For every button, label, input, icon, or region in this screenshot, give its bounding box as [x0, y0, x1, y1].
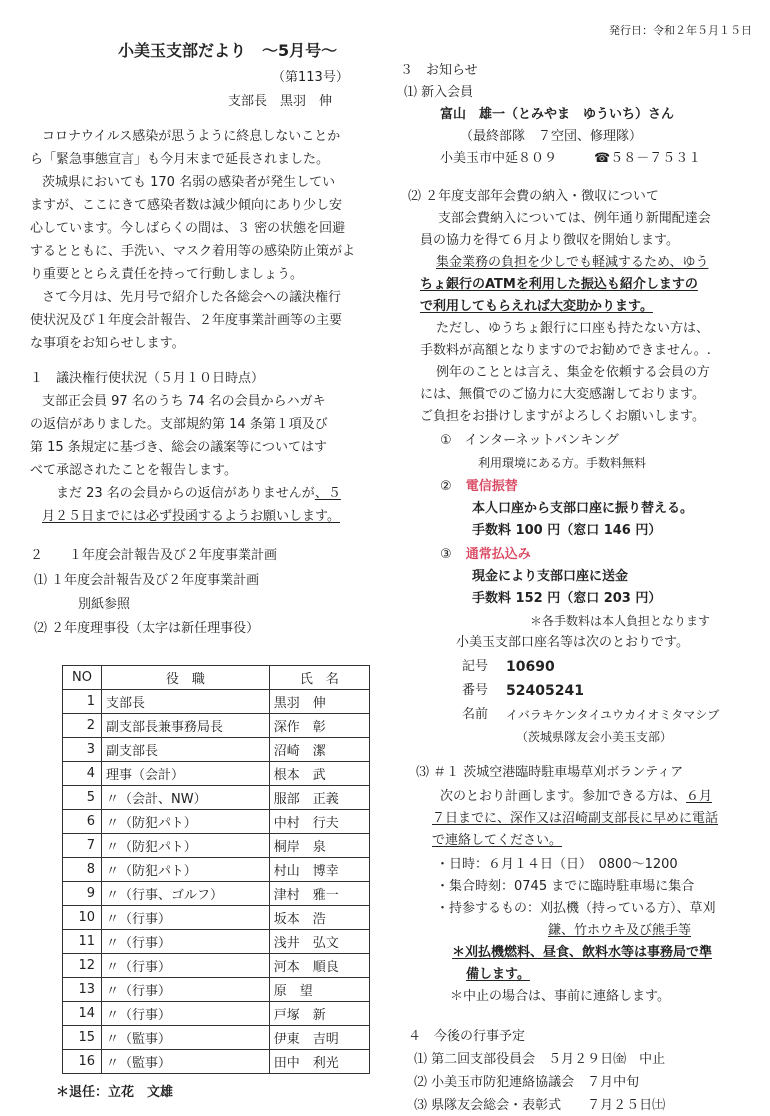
issue-number: （第113号）	[272, 70, 349, 85]
officer-role: 〃（行事）	[102, 978, 270, 1002]
officer-role: 副支部長兼事務局長	[102, 714, 270, 738]
event-item: ⑵ 小美玉市防犯連絡協議会 ７月中旬	[414, 1075, 640, 1090]
table-row	[63, 882, 370, 906]
section-1-deadline: 月２５日までには必ず投函するようお願いします。	[42, 509, 340, 524]
officer-no: 8	[63, 858, 102, 882]
officer-role: 副支部長	[102, 738, 270, 762]
volunteer-items: ・持参するもの：刈払機（持っている方）、草刈	[436, 901, 716, 916]
author: 支部長 黒羽 伸	[228, 94, 333, 109]
officer-name: 戸塚 新	[269, 1002, 369, 1026]
intro-line: り重要ととらえ責任を持って行動しましょう。	[30, 267, 304, 282]
table-row	[63, 714, 370, 738]
fee-line-highlight: 集金業務の負担を少しでも軽減するため、ゆう	[436, 255, 709, 270]
new-member-address: 小美玉市中延８０９	[440, 151, 558, 166]
officer-no: 11	[63, 930, 102, 954]
officer-name: 田中 利光	[269, 1050, 369, 1074]
officer-name: 河本 順良	[269, 954, 369, 978]
method-postal-detail: 現金により支部口座に送金	[472, 569, 629, 584]
table-row	[63, 978, 370, 1002]
table-header-row	[63, 666, 370, 690]
intro-line: さて今月は、先月号で紹介した各総会への議決権行	[42, 290, 342, 305]
officer-role: 〃（防犯パト）	[102, 810, 270, 834]
section-2-sub1-note: 別紙参照	[78, 597, 131, 612]
method-number: ②	[440, 479, 452, 494]
fee-line: 手数料が高額となりますのでお勧めできません。.	[420, 343, 711, 358]
fee-note: ＊各手数料は本人負担となります	[530, 614, 711, 628]
account-name: イバラキケンタイユウカイオミタマシブ	[506, 708, 720, 722]
intro-line: 使状況及び１年度会計報告、２年度事業計画等の主要	[30, 313, 343, 328]
method-title: 電信振替	[465, 479, 518, 494]
officer-no: 14	[63, 1002, 102, 1026]
section-3-sub2: ⑵ ２年度支部年会費の納入・徴収について	[408, 189, 659, 204]
table-row	[63, 690, 370, 714]
section-1-heading: １ 議決権行使状況（５月１０日時点）	[30, 371, 265, 386]
method-postal-fee: 手数料 152 円（窓口 203 円）	[472, 591, 662, 606]
officer-name: 根本 武	[269, 762, 369, 786]
officer-name: 沼崎 潔	[269, 738, 369, 762]
section-2-sub2: ⑵ ２年度理事役（太字は新任理事役）	[34, 621, 260, 636]
officer-role: 〃（行事）	[102, 954, 270, 978]
section-1-line	[56, 485, 341, 503]
volunteer-note-cont: 備します。	[466, 967, 530, 982]
officer-role: 〃（監事）	[102, 1050, 270, 1074]
officers-table-body	[63, 690, 370, 1074]
method-number: ③	[440, 547, 452, 562]
officer-role: 〃（行事、ゴルフ）	[102, 882, 270, 906]
volunteer-line: で連絡してください。	[432, 833, 563, 848]
event-item: ⑶ 県隊友会総会・表彰式 ７月２５日㈯	[414, 1098, 666, 1113]
table-row	[63, 1050, 370, 1074]
section-1-line: べて承認されたことを報告します。	[30, 463, 237, 478]
table-row	[63, 810, 370, 834]
section-1-line: の返信がありました。支部規約第 14 条第１項及び	[30, 417, 328, 432]
method-internet-banking-detail: 利用環境にある方。手数料無料	[478, 456, 647, 470]
officer-name: 村山 博幸	[269, 858, 369, 882]
officer-role: 理事（会計）	[102, 762, 270, 786]
account-number-label: 番号	[462, 683, 489, 698]
new-member-tel: ☎５８－７５３１	[594, 151, 702, 166]
officer-name: 中村 行夫	[269, 810, 369, 834]
table-row	[63, 954, 370, 978]
officer-name: 桐岸 泉	[269, 834, 369, 858]
officer-no: 1	[63, 690, 102, 714]
account-name-label: 名前	[462, 707, 489, 722]
officer-role: 〃（会計、NW）	[102, 786, 270, 810]
table-row	[63, 930, 370, 954]
table-row	[63, 834, 370, 858]
volunteer-items-cont: 鎌、竹ホウキ及び熊手等	[548, 923, 692, 938]
officer-role: 〃（防犯パト）	[102, 858, 270, 882]
table-row	[63, 1002, 370, 1026]
section-2-heading: ２ １年度会計報告及び２年度事業計画	[30, 548, 278, 563]
section-4-heading: ４ 今後の行事予定	[408, 1029, 526, 1044]
officer-no: 3	[63, 738, 102, 762]
section-3-sub1: ⑴ 新入会員	[404, 85, 474, 100]
fee-line: 員の協力を得て６月より徴収を開始します。	[420, 233, 679, 248]
volunteer-line: ７日までに、深作又は沼崎副支部長に早めに電話	[432, 811, 719, 826]
intro-line: 心しています。今しばらくの間は、３ 密の状態を回避	[30, 221, 346, 236]
officer-no: 9	[63, 882, 102, 906]
volunteer-cancel: ＊中止の場合は、事前に連絡します。	[450, 989, 670, 1004]
intro-line: コロナウイルス感染が思うように終息しないことか	[42, 129, 341, 144]
officer-name: 津村 雅一	[269, 882, 369, 906]
fee-line: 支部会費納入については、例年通り新聞配達会	[438, 211, 711, 226]
officer-role: 〃（行事）	[102, 930, 270, 954]
officer-no: 13	[63, 978, 102, 1002]
method-internet-banking: ① インターネットバンキング	[440, 433, 619, 448]
section-1-line: 支部正会員 97 名のうち 74 名の会員からハガキ	[42, 394, 326, 409]
retired-note: ＊退任：立花 文雄	[56, 1085, 174, 1100]
table-row	[63, 762, 370, 786]
fee-line: 例年のこととは言え、集金を依頼する会員の方	[436, 365, 710, 380]
method-transfer-fee: 手数料 100 円（窓口 146 円）	[472, 523, 662, 538]
officers-table	[62, 665, 370, 1074]
section-1-text: まだ 23 名の会員からの返信がありませんが	[56, 486, 315, 501]
section-1-underlined: 、５	[314, 486, 341, 501]
officer-no: 15	[63, 1026, 102, 1050]
officer-name: 黒羽 伸	[269, 690, 369, 714]
fee-line: ご負担をお掛けしますがよろしくお願いします。	[420, 409, 705, 424]
intro-line: ら「緊急事態宣言」も今月末まで延長されました。	[30, 152, 330, 167]
officer-role: 〃（行事）	[102, 906, 270, 930]
officer-name: 坂本 浩	[269, 906, 369, 930]
officer-no: 6	[63, 810, 102, 834]
newsletter-title: 小美玉支部だより ～5月号～	[118, 41, 338, 60]
new-member-name: 富山 雄一（とみやま ゆういち）さん	[440, 107, 675, 122]
account-symbol: 10690	[506, 659, 555, 675]
new-member-detail: （最終部隊 ７空団、修理隊）	[460, 129, 643, 144]
officer-role: 〃（監事）	[102, 1026, 270, 1050]
section-3-heading: ３ お知らせ	[400, 63, 478, 78]
section-2-sub1: ⑴ １年度会計報告及び２年度事業計画	[34, 573, 260, 588]
intro-line: ますが、ここにきて感染者数は減少傾向にあり少し安	[30, 198, 343, 213]
account-number: 52405241	[506, 683, 584, 699]
volunteer-text: 次のとおり計画します。参加できる方は、	[440, 789, 686, 804]
intro-line: な事項をお知らせします。	[30, 336, 185, 351]
officer-no: 5	[63, 786, 102, 810]
officer-no: 12	[63, 954, 102, 978]
intro-line: するとともに、手洗い、マスク着用等の感染防止策がよ	[30, 244, 356, 259]
fee-line-highlight: ちょ銀行のATMを利用した振込も紹介しますの	[420, 277, 698, 292]
section-1-line: 第 15 条規定に基づき、総会の議案等についてはす	[30, 440, 328, 455]
table-row	[63, 906, 370, 930]
officer-no: 10	[63, 906, 102, 930]
officer-no: 4	[63, 762, 102, 786]
officer-name: 伊東 吉明	[269, 1026, 369, 1050]
officer-role: 支部長	[102, 690, 270, 714]
fee-line-highlight: で利用してもらえれば大変助かります。	[420, 299, 653, 314]
method-transfer	[440, 478, 518, 496]
officer-name: 服部 正義	[269, 786, 369, 810]
officer-role: 〃（行事）	[102, 1002, 270, 1026]
table-row	[63, 738, 370, 762]
table-row	[63, 1026, 370, 1050]
fee-line: ただし、ゆうちょ銀行に口座も持たない方は、	[436, 321, 710, 336]
volunteer-deadline: ６月	[685, 789, 712, 804]
section-3-sub3: ⑶ ＃１ 茨城空港臨時駐車場草刈ボランティア	[416, 765, 684, 780]
account-symbol-label: 記号	[462, 659, 489, 674]
column-header-role: 役 職	[102, 666, 270, 690]
method-transfer-detail: 本人口座から支部口座に振り替える。	[472, 501, 694, 516]
volunteer-date: ・日時：６月１４日（日） 0800～1200	[436, 857, 678, 872]
method-title: 通常払込み	[465, 547, 531, 562]
officer-role: 〃（防犯パト）	[102, 834, 270, 858]
column-header-no: NO	[63, 666, 102, 690]
event-item: ⑴ 第二回支部役員会 ５月２９日㈮ 中止	[414, 1052, 666, 1067]
account-intro: 小美玉支部口座名等は次のとおりです。	[456, 635, 689, 650]
volunteer-meeting: ・集合時刻：0745 までに臨時駐車場に集合	[436, 879, 695, 894]
officer-no: 7	[63, 834, 102, 858]
table-row	[63, 786, 370, 810]
issue-date: 発行日：令和２年５月１５日	[609, 24, 752, 37]
table-row	[63, 858, 370, 882]
officer-name: 浅井 弘文	[269, 930, 369, 954]
volunteer-note: ＊刈払機燃料、昼食、飲料水等は事務局で準	[452, 945, 713, 960]
volunteer-line	[440, 788, 712, 806]
officer-name: 原 望	[269, 978, 369, 1002]
method-postal	[440, 546, 531, 564]
officer-no: 2	[63, 714, 102, 738]
fee-line: には、無償でのご協力に大変感謝しております。	[420, 387, 705, 402]
intro-line: 茨城県においても 170 名弱の感染者が発生してい	[42, 175, 336, 190]
officer-no: 16	[63, 1050, 102, 1074]
account-org: （茨城県隊友会小美玉支部）	[516, 730, 673, 744]
officer-name: 深作 彰	[269, 714, 369, 738]
column-header-name: 氏 名	[269, 666, 369, 690]
